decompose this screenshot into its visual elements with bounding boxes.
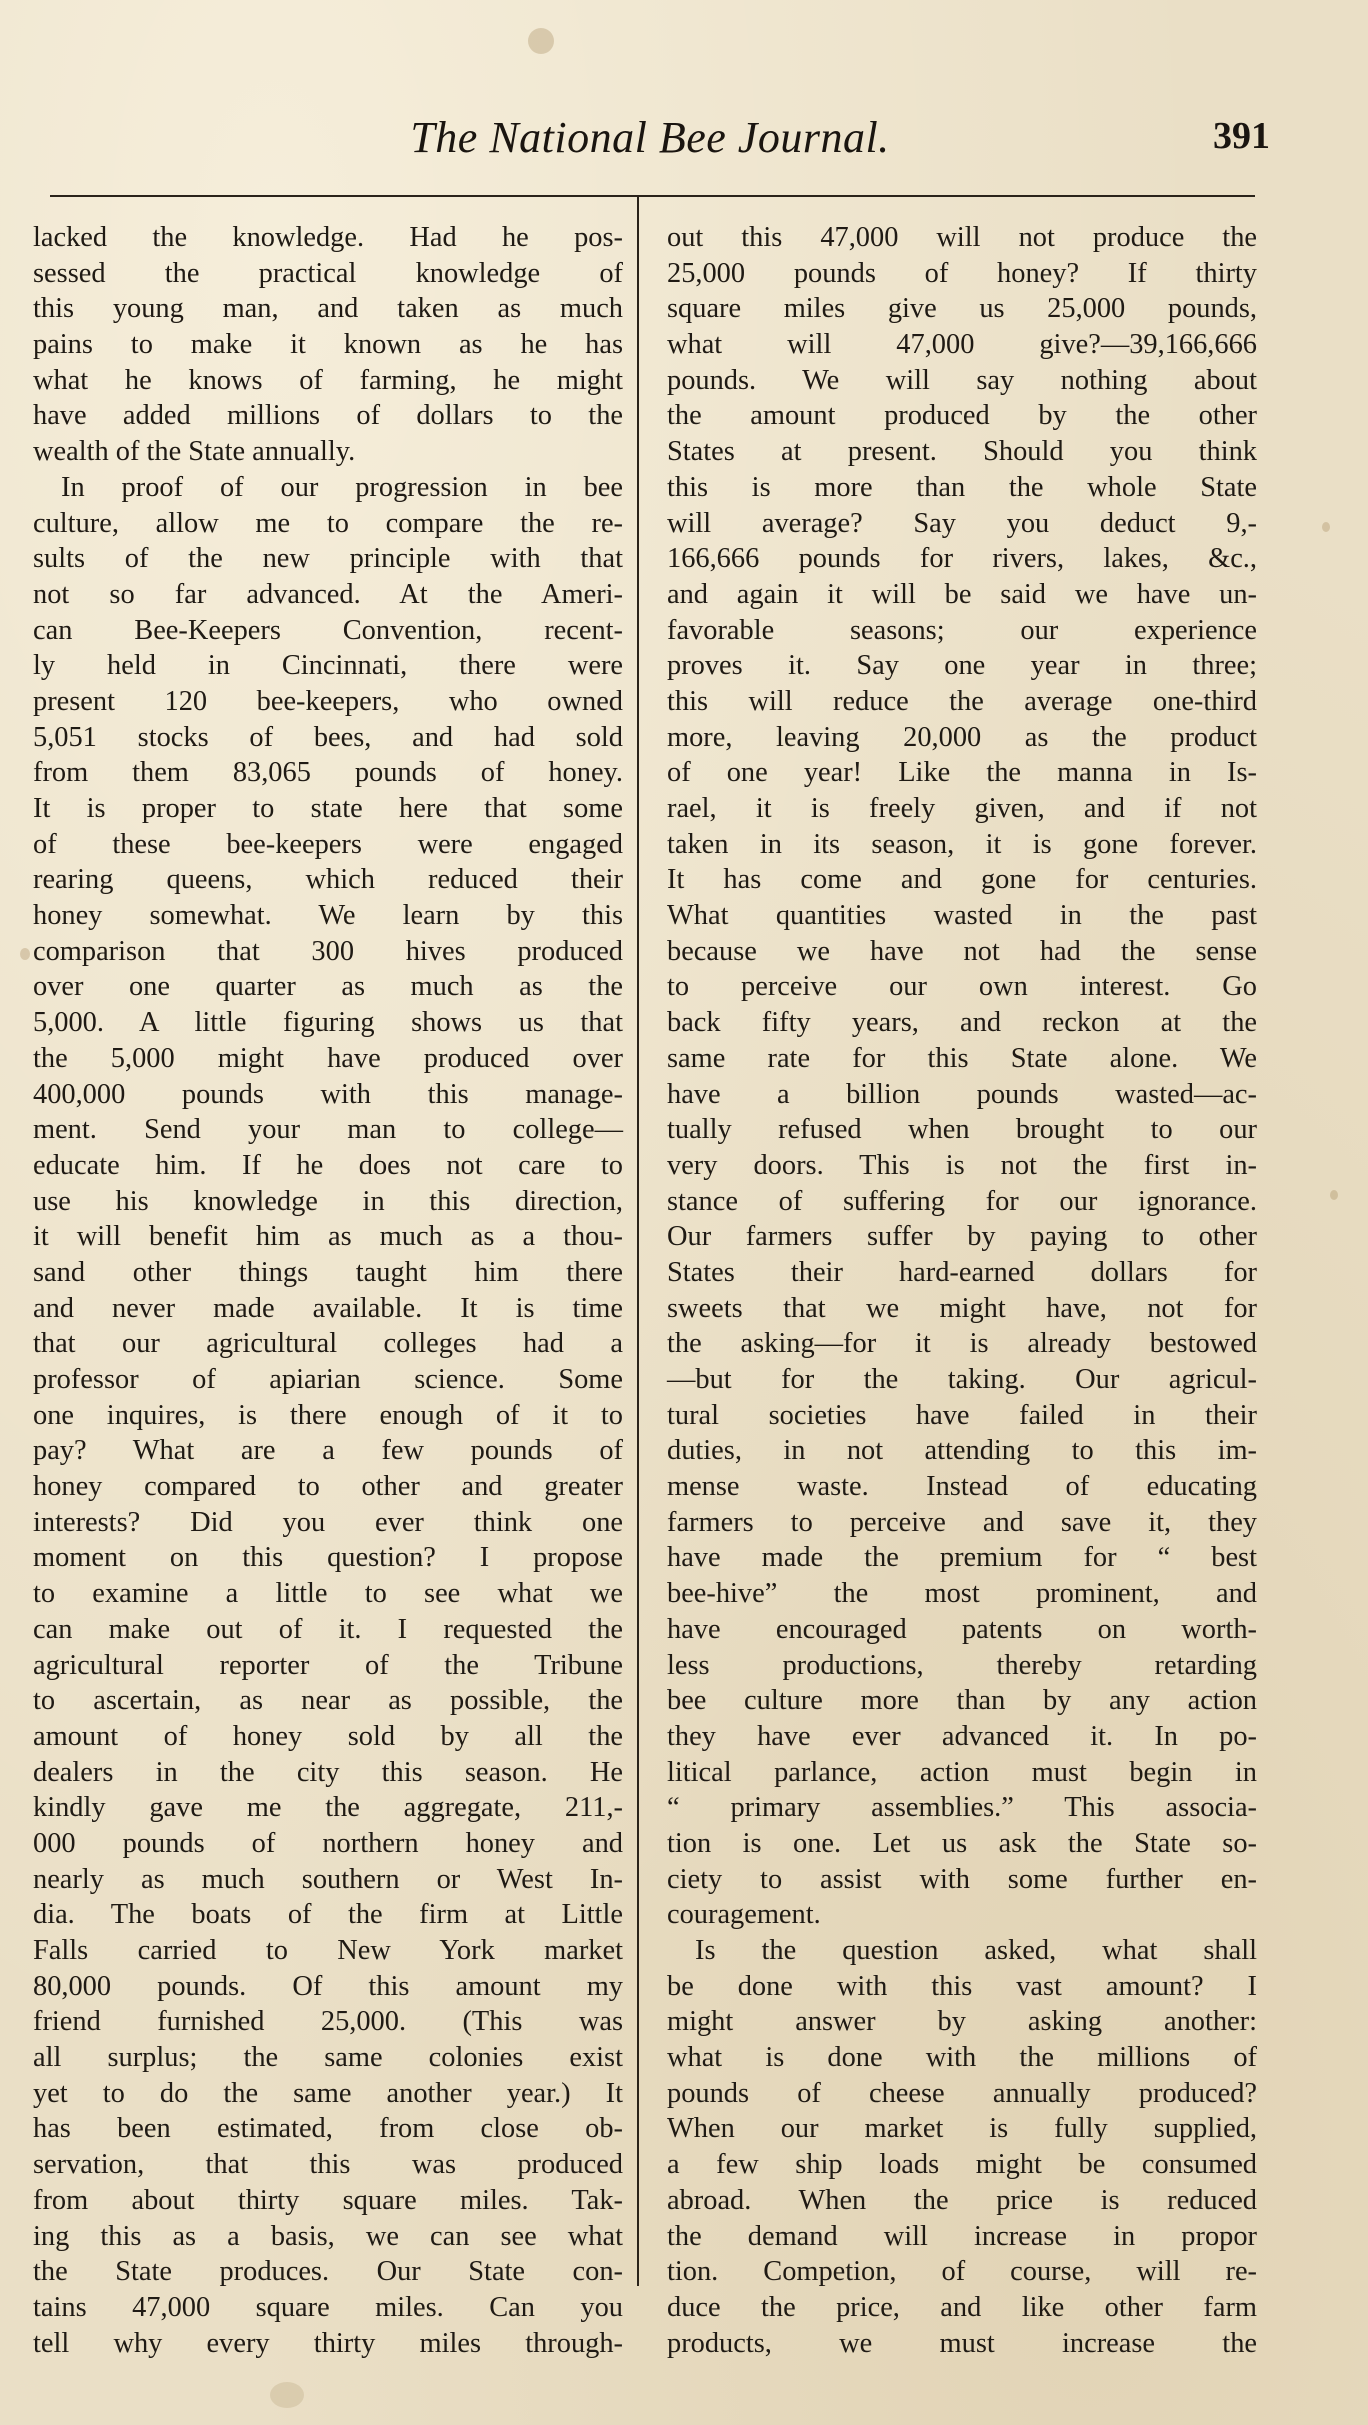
text-line: 400,000 pounds with this manage- bbox=[33, 1078, 623, 1110]
paper-stain bbox=[1330, 1190, 1338, 1200]
text-line: agricultural reporter of the Tribune bbox=[33, 1649, 623, 1681]
text-line: be done with this vast amount? I bbox=[667, 1970, 1257, 2002]
text-line: professor of apiarian science. Some bbox=[33, 1364, 623, 1395]
text-line: ciety to assist with some further en- bbox=[667, 1863, 1257, 1895]
text-line: might answer by asking another: bbox=[667, 2006, 1257, 2038]
text-line: can make out of it. I requested the bbox=[33, 1613, 623, 1645]
text-line: dia. The boats of the firm at Little bbox=[33, 1899, 623, 1931]
text-line: and again it will be said we have un- bbox=[667, 578, 1257, 610]
text-line: tural societies have failed in their bbox=[667, 1399, 1257, 1431]
text-line: servation, that this was produced bbox=[33, 2149, 623, 2181]
text-line: duce the price, and like other farm bbox=[667, 2291, 1257, 2323]
text-line: duties, in not attending to this im- bbox=[667, 1435, 1257, 1467]
text-line: use his knowledge in this direction, bbox=[33, 1185, 623, 1217]
text-line: tually refused when brought to our bbox=[667, 1114, 1257, 1146]
journal-title: The National Bee Journal. bbox=[410, 113, 890, 162]
text-line: sessed the practical knowledge of bbox=[33, 257, 623, 289]
text-line: sand other things taught him there bbox=[33, 1256, 623, 1288]
text-line: Falls carried to New York market bbox=[33, 1935, 623, 1966]
text-line: —but for the taking. Our agricul- bbox=[667, 1364, 1257, 1395]
text-line: rearing queens, which reduced their bbox=[33, 864, 623, 896]
text-line: yet to do the same another year.) It bbox=[33, 2077, 623, 2109]
text-line: farmers to perceive and save it, they bbox=[667, 1506, 1257, 1538]
text-line: sweets that we might have, not for bbox=[667, 1292, 1257, 1324]
text-line: will average? Say you deduct 9,- bbox=[667, 507, 1257, 539]
text-line: tion is one. Let us ask the State so- bbox=[667, 1827, 1257, 1859]
text-line: to ascertain, as near as possible, the bbox=[33, 1685, 623, 1717]
text-line: abroad. When the price is reduced bbox=[667, 2184, 1257, 2216]
text-line: have a billion pounds wasted—ac- bbox=[667, 1078, 1257, 1110]
text-line: this will reduce the average one-third bbox=[667, 685, 1257, 717]
text-line: nearly as much southern or West In- bbox=[33, 1863, 623, 1895]
text-line: has been estimated, from close ob- bbox=[33, 2113, 623, 2145]
text-line: back fifty years, and reckon at the bbox=[667, 1007, 1257, 1039]
text-line: States their hard-earned dollars for bbox=[667, 1256, 1257, 1288]
text-line: In proof of our progression in bee bbox=[61, 471, 623, 503]
text-line: more, leaving 20,000 as the product bbox=[667, 721, 1257, 753]
text-line: When our market is fully supplied, bbox=[667, 2113, 1257, 2145]
text-line: from them 83,065 pounds of honey. bbox=[33, 757, 623, 789]
text-line: sults of the new principle with that bbox=[33, 543, 623, 575]
text-line: can Bee-Keepers Convention, recent- bbox=[33, 614, 623, 646]
text-line: wealth of the State annually. bbox=[33, 436, 356, 468]
text-line: have added millions of dollars to the bbox=[33, 400, 623, 432]
text-line: of these bee-keepers were engaged bbox=[33, 828, 623, 860]
text-line: to perceive our own interest. Go bbox=[667, 971, 1257, 1003]
text-line: over one quarter as much as the bbox=[33, 971, 623, 1003]
text-line: have encouraged patents on worth- bbox=[667, 1613, 1257, 1645]
text-line: to examine a little to see what we bbox=[33, 1578, 623, 1610]
text-line: kindly gave me the aggregate, 211,- bbox=[33, 1792, 623, 1824]
text-line: 5,051 stocks of bees, and had sold bbox=[33, 721, 623, 753]
text-line: products, we must increase the bbox=[667, 2327, 1257, 2359]
text-line: the asking—for it is already bestowed bbox=[667, 1328, 1257, 1360]
text-line: what will 47,000 give?—39,166,666 bbox=[667, 329, 1257, 361]
text-line: lacked the knowledge. Had he pos- bbox=[33, 222, 623, 253]
text-line: a few ship loads might be consumed bbox=[667, 2149, 1257, 2181]
text-line: litical parlance, action must begin in bbox=[667, 1756, 1257, 1788]
text-line: 5,000. A little figuring shows us that bbox=[33, 1007, 623, 1039]
text-line: tell why every thirty miles through- bbox=[33, 2327, 623, 2359]
text-line: same rate for this State alone. We bbox=[667, 1042, 1257, 1074]
text-line: not so far advanced. At the Ameri- bbox=[33, 578, 623, 610]
paper-stain bbox=[528, 28, 554, 54]
text-line: It has come and gone for centuries. bbox=[667, 864, 1257, 896]
text-line: the 5,000 might have produced over bbox=[33, 1042, 623, 1074]
text-line: pounds of cheese annually produced? bbox=[667, 2077, 1257, 2109]
text-line: 000 pounds of northern honey and bbox=[33, 1827, 623, 1859]
text-line: interests? Did you ever think one bbox=[33, 1506, 623, 1538]
text-line: friend furnished 25,000. (This was bbox=[33, 2006, 623, 2038]
text-line: have made the premium for “ best bbox=[667, 1542, 1257, 1574]
text-line: 80,000 pounds. Of this amount my bbox=[33, 1970, 623, 2002]
text-line: mense waste. Instead of educating bbox=[667, 1471, 1257, 1503]
text-line: educate him. If he does not care to bbox=[33, 1149, 623, 1181]
text-line: ly held in Cincinnati, there were bbox=[33, 650, 623, 682]
text-line: of one year! Like the manna in Is- bbox=[667, 757, 1257, 789]
text-line: the amount produced by the other bbox=[667, 400, 1257, 432]
text-line: honey compared to other and greater bbox=[33, 1471, 623, 1503]
text-line: Is the question asked, what shall bbox=[695, 1935, 1257, 1966]
left-column bbox=[33, 220, 623, 2361]
text-line: they have ever advanced it. In po- bbox=[667, 1720, 1257, 1752]
text-line: that our agricultural colleges had a bbox=[33, 1328, 623, 1360]
paper-stain bbox=[270, 2382, 304, 2408]
text-line: ment. Send your man to college— bbox=[33, 1114, 623, 1146]
text-line: pay? What are a few pounds of bbox=[33, 1435, 623, 1467]
text-line: pounds. We will say nothing about bbox=[667, 364, 1257, 396]
text-line: because we have not had the sense bbox=[667, 935, 1257, 967]
text-line: all surplus; the same colonies exist bbox=[33, 2042, 623, 2074]
text-line: the State produces. Our State con- bbox=[33, 2256, 623, 2288]
text-line: stance of suffering for our ignorance. bbox=[667, 1185, 1257, 1217]
text-line: amount of honey sold by all the bbox=[33, 1720, 623, 1752]
text-line: what is done with the millions of bbox=[667, 2042, 1257, 2074]
text-line: 166,666 pounds for rivers, lakes, &c., bbox=[667, 543, 1257, 575]
text-line: the demand will increase in propor bbox=[667, 2220, 1257, 2252]
text-line: couragement. bbox=[667, 1899, 821, 1931]
text-line: present 120 bee-keepers, who owned bbox=[33, 685, 623, 717]
right-column bbox=[667, 220, 1257, 2361]
running-header bbox=[50, 112, 1270, 172]
text-line: Our farmers suffer by paying to other bbox=[667, 1221, 1257, 1253]
paper-stain bbox=[1322, 522, 1330, 532]
text-line: tion. Competion, of course, will re- bbox=[667, 2256, 1257, 2288]
text-line: bee culture more than by any action bbox=[667, 1685, 1257, 1717]
text-line: “ primary assemblies.” This associa- bbox=[667, 1792, 1257, 1824]
paper-stain bbox=[20, 948, 30, 960]
text-line: dealers in the city this season. He bbox=[33, 1756, 623, 1788]
text-line: tains 47,000 square miles. Can you bbox=[33, 2291, 623, 2323]
text-line: one inquires, is there enough of it to bbox=[33, 1399, 623, 1431]
column-divider bbox=[637, 196, 639, 2286]
text-line: pains to make it known as he has bbox=[33, 329, 623, 361]
text-line: What quantities wasted in the past bbox=[667, 900, 1257, 932]
text-line: proves it. Say one year in three; bbox=[667, 650, 1257, 682]
text-line: culture, allow me to compare the re- bbox=[33, 507, 623, 539]
text-line: and never made available. It is time bbox=[33, 1292, 623, 1324]
text-line: out this 47,000 will not produce the bbox=[667, 222, 1257, 253]
text-line: 25,000 pounds of honey? If thirty bbox=[667, 257, 1257, 289]
text-line: what he knows of farming, he might bbox=[33, 364, 623, 396]
text-line: States at present. Should you think bbox=[667, 436, 1257, 468]
text-line: square miles give us 25,000 pounds, bbox=[667, 293, 1257, 325]
page-number: 391 bbox=[1213, 115, 1270, 157]
text-line: It is proper to state here that some bbox=[33, 793, 623, 824]
text-line: from about thirty square miles. Tak- bbox=[33, 2184, 623, 2216]
text-line: rael, it is freely given, and if not bbox=[667, 793, 1257, 824]
text-line: less productions, thereby retarding bbox=[667, 1649, 1257, 1681]
text-line: ing this as a basis, we can see what bbox=[33, 2220, 623, 2252]
text-line: taken in its season, it is gone forever. bbox=[667, 828, 1257, 860]
header-rule bbox=[50, 195, 1255, 197]
text-line: this is more than the whole State bbox=[667, 471, 1257, 503]
text-line: it will benefit him as much as a thou- bbox=[33, 1221, 623, 1253]
text-line: honey somewhat. We learn by this bbox=[33, 900, 623, 932]
text-line: favorable seasons; our experience bbox=[667, 614, 1257, 646]
text-line: moment on this question? I propose bbox=[33, 1542, 623, 1574]
text-line: comparison that 300 hives produced bbox=[33, 935, 623, 967]
text-line: this young man, and taken as much bbox=[33, 293, 623, 325]
text-line: bee-hive” the most prominent, and bbox=[667, 1578, 1257, 1610]
text-line: very doors. This is not the first in- bbox=[667, 1149, 1257, 1181]
